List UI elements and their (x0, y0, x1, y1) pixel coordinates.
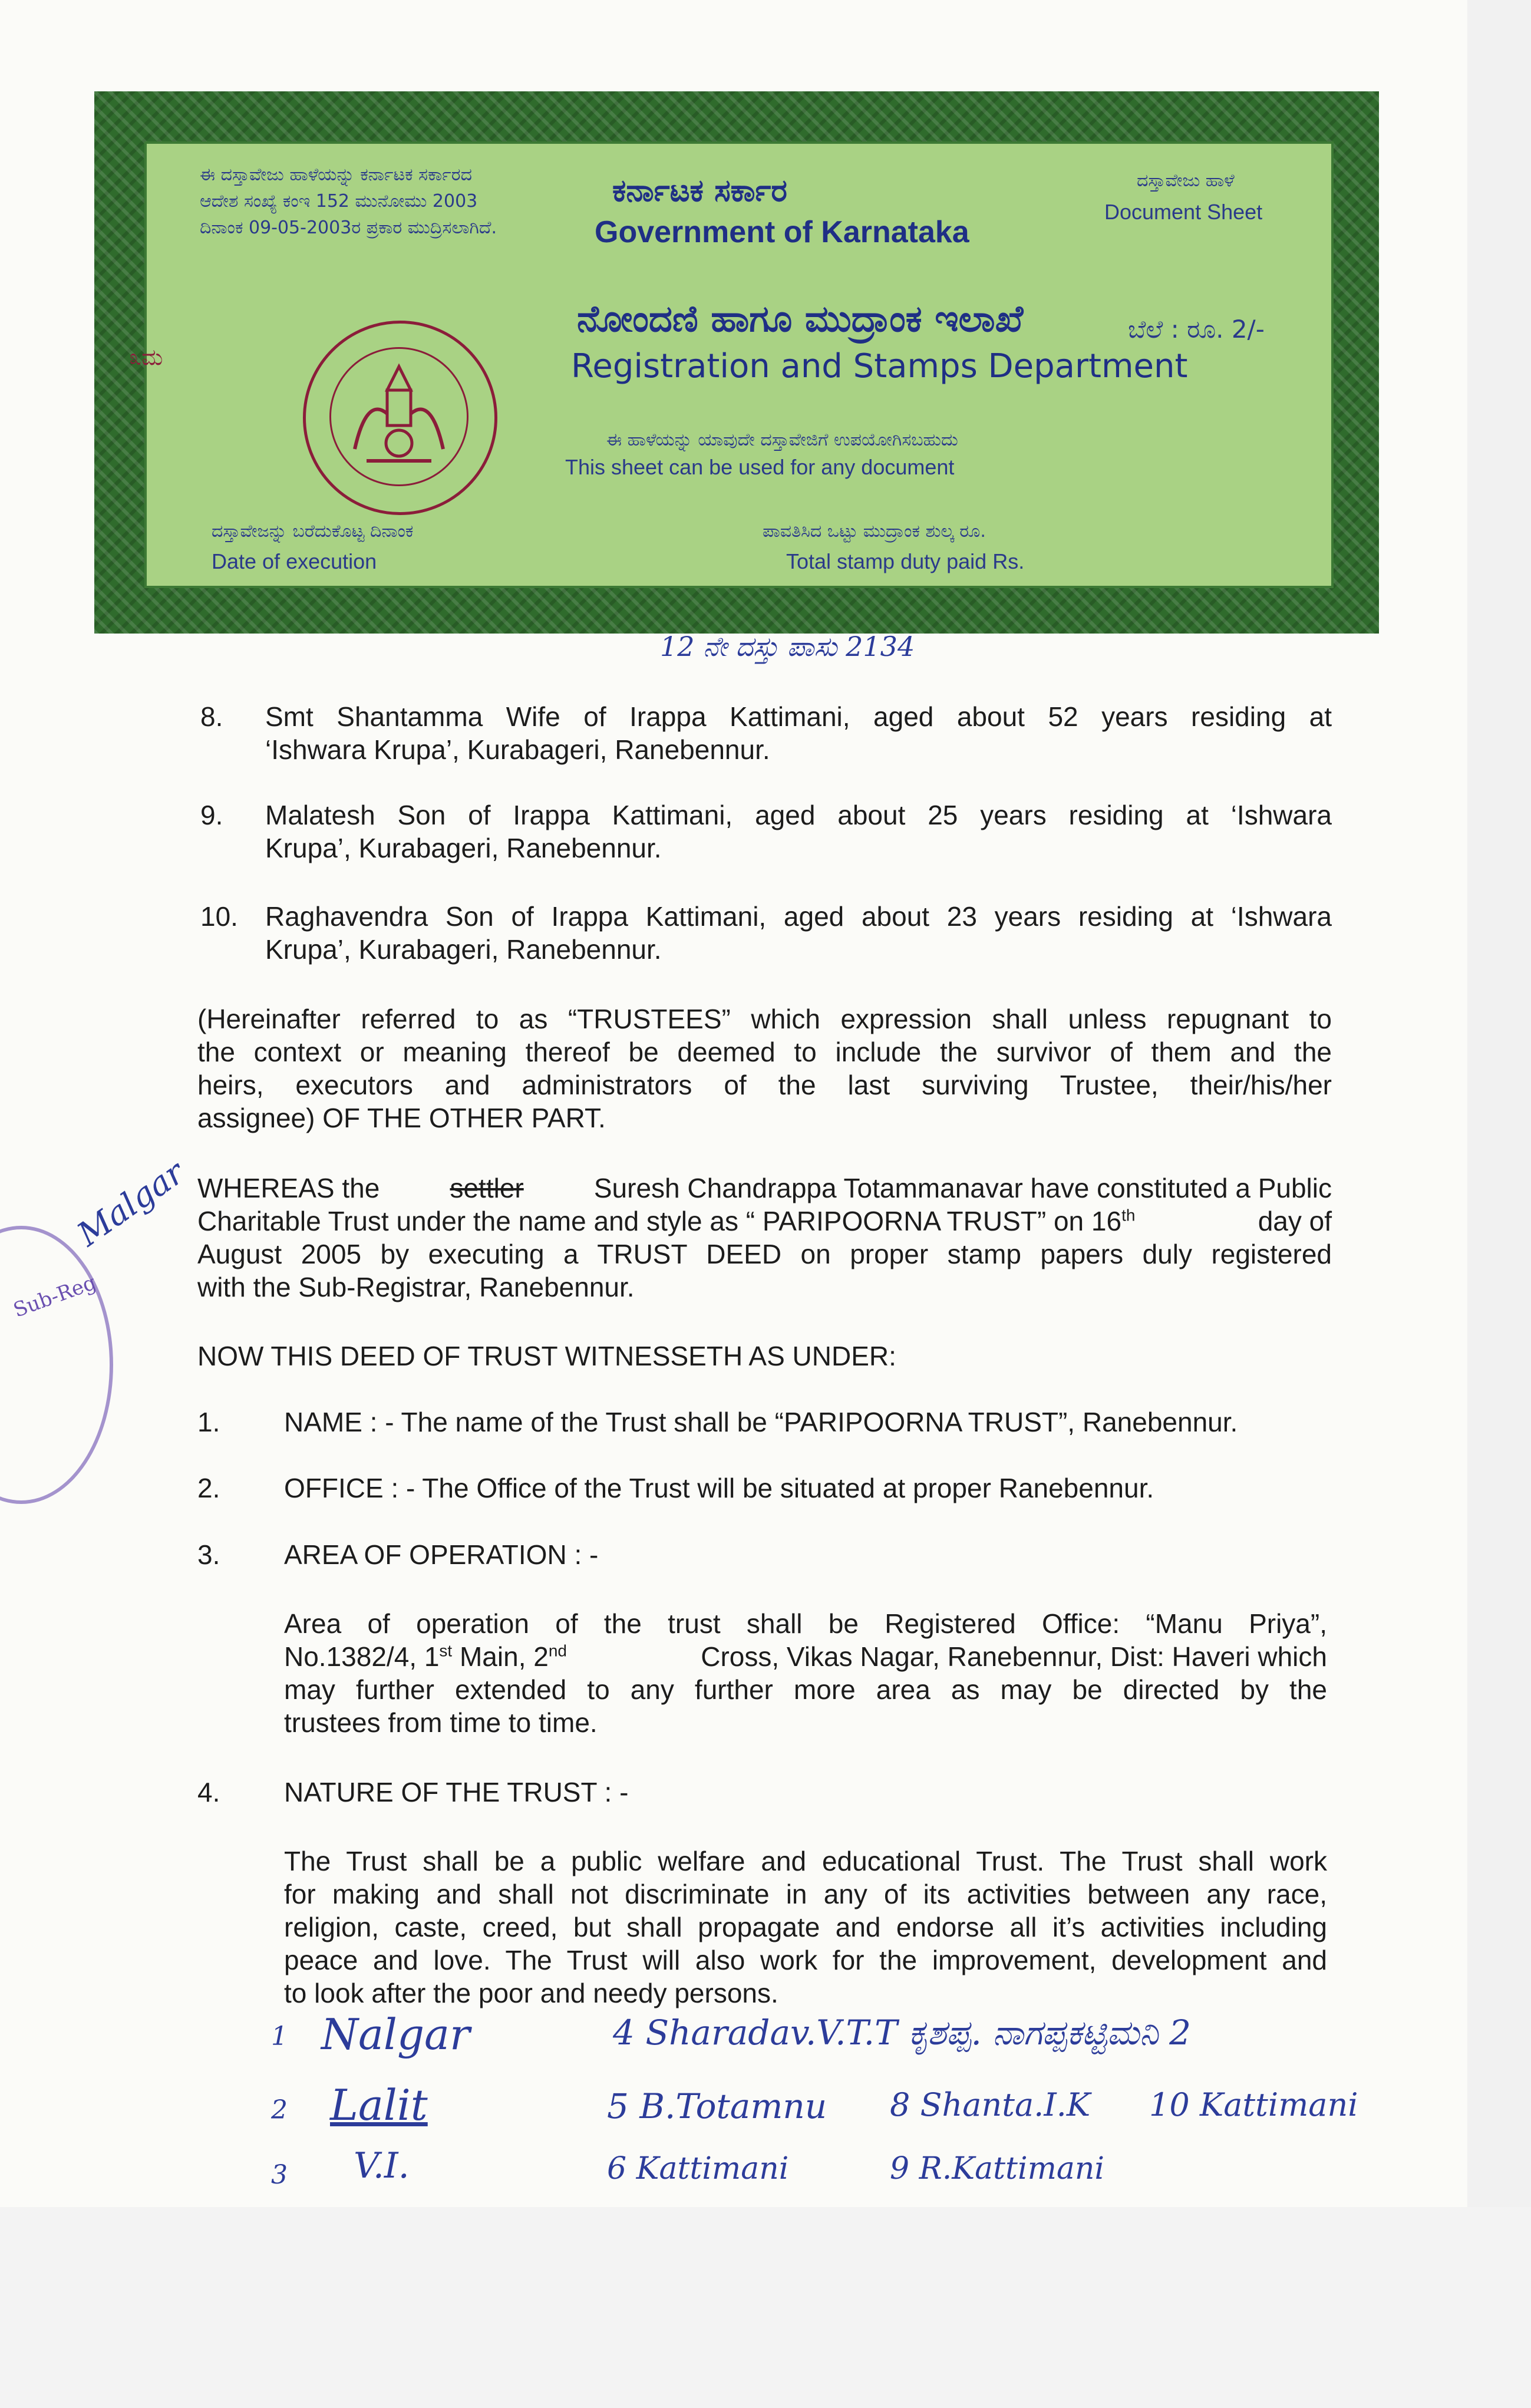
signature-5: 5 B.Totamnu (607, 2086, 827, 2126)
trustee-number: 10. (200, 901, 238, 932)
whereas-line4: with the Sub-Registrar, Ranebennur. (197, 1272, 635, 1302)
signature-8: 8 Shanta.I.K (890, 2086, 1091, 2123)
margin-signature: Malgar (70, 1153, 192, 1254)
page-edge (1467, 0, 1531, 2408)
area-address-rest: Cross, Vikas Nagar, Ranebennur, Dist: Haveri which (701, 1641, 1327, 1672)
clause-number: 1. (197, 1407, 220, 1437)
nature-line: The Trust shall be a public welfare and educational Trust. The Trust shall work (284, 1846, 1327, 1876)
department-title: Registration and Stamps Department (571, 347, 1188, 385)
signature-6: 6 Kattimani (607, 2151, 789, 2186)
trustee-line: ‘Ishwara Krupa’, Kurabageri, Ranebennur. (265, 734, 770, 765)
registration-note: 12 ನೇ ದಸ್ತು ಪಾಸು 2134 (660, 631, 915, 662)
whereas-line1 (197, 1172, 1332, 1205)
emblem-ring (329, 347, 468, 486)
clause-office: OFFICE : - The Office of the Trust will be situated at proper Ranebennur. (284, 1473, 1154, 1503)
clause-number: 4. (197, 1777, 220, 1807)
hereinafter-line: (Hereinafter referred to as “TRUSTEES” which expression shall unless repugnant to (197, 1004, 1332, 1034)
signature-10: 10 Kattimani (1149, 2086, 1358, 2123)
kn-order-line2: ಆದೇಶ ಸಂಖ್ಯೆ ಕಂಇ 152 ಮುನೋಮು 2003 (200, 191, 478, 212)
kn-stamp-duty: ಪಾವತಿಸಿದ ಒಟ್ಟು ಮುದ್ರಾಂಕ ಶುಲ್ಕ ರೂ. (763, 521, 986, 542)
whereas-line2 (197, 1205, 1332, 1238)
kn-doc-sheet: ದಸ್ತಾವೇಜು ಹಾಳೆ (1137, 170, 1235, 191)
lion-crest-icon (331, 349, 467, 484)
signature-4: 4 Sharadav.V.T.T ಕೃಶಪ್ಪ. ನಾಗಪ್ಪಕಟ್ಟಿಮನಿ 2 (613, 2013, 1192, 2053)
kn-order-line3: ದಿನಾಂಕ 09-05-2003ರ ಪ್ರಕಾರ ಮುದ್ರಿಸಲಾಗಿದೆ. (200, 217, 497, 238)
signature-9: 9 R.Kattimani (890, 2151, 1104, 2186)
side-mark: ೩ಮ (129, 344, 163, 370)
signature-number: 2 (271, 2095, 288, 2125)
area-line: Area of operation of the trust shall be Registered Office: “Manu Priya”, (284, 1608, 1327, 1639)
any-document: This sheet can be used for any document (565, 455, 955, 479)
area-line: trustees from time to time. (284, 1707, 598, 1738)
trustee-line: Malatesh Son of Irappa Kattimani, aged about 25 years residing at ‘Ishwara (265, 800, 1332, 830)
price: ಬೆಲೆ : ರೂ. 2/- (1128, 315, 1265, 344)
trustee-line: Krupa’, Kurabageri, Ranebennur. (265, 833, 662, 863)
clause-number: 2. (197, 1473, 220, 1503)
karnataka-emblem-icon (303, 321, 497, 515)
witnesseth-heading: NOW THIS DEED OF TRUST WITNESSETH AS UNDER: (197, 1341, 896, 1371)
stamp-panel (129, 141, 1334, 588)
whereas-prefix: WHEREAS the (197, 1173, 380, 1203)
clause-area-heading: AREA OF OPERATION : - (284, 1539, 599, 1570)
trustee-line: Raghavendra Son of Irappa Kattimani, aged about 23 years residing at ‘Ishwara (265, 901, 1332, 932)
scan-background (0, 2207, 1531, 2408)
area-address: No.1382/4, 1st Main, 2nd (284, 1641, 567, 1672)
trustee-line: Smt Shantamma Wife of Irappa Kattimani, aged about 52 years residing at (265, 701, 1332, 732)
nature-line: religion, caste, creed, but shall propagate and endorse all it’s activities including (284, 1912, 1327, 1942)
whereas-line2a: Charitable Trust under the name and style as “ PARIPOORNA TRUST” on 16th (197, 1206, 1136, 1236)
kn-any-document: ಈ ಹಾಳೆಯನ್ನು ಯಾವುದೇ ದಸ್ತಾವೇಜಿಗೆ ಉಪಯೋಗಿಸಬಹುದು (606, 430, 958, 450)
struck-word: settler (450, 1173, 524, 1203)
area-line (284, 1640, 1327, 1673)
signature-3: V.I. (354, 2145, 410, 2186)
hereinafter-line: the context or meaning thereof be deemed to include the survivor of them and the (197, 1037, 1332, 1067)
trustee-number: 8. (200, 701, 223, 732)
area-line: may further extended to any further more area as may be directed by the (284, 1674, 1327, 1705)
clause-number: 3. (197, 1539, 220, 1570)
whereas-line3: August 2005 by executing a TRUST DEED on proper stamp papers duly registered (197, 1239, 1332, 1269)
nature-line: peace and love. The Trust will also work for the improvement, development and (284, 1945, 1327, 1975)
trustee-number: 9. (200, 800, 223, 830)
hereinafter-line: assignee) OF THE OTHER PART. (197, 1103, 606, 1133)
trustee-line: Krupa’, Kurabageri, Ranebennur. (265, 934, 662, 965)
whereas-line2b: day of (1258, 1206, 1332, 1236)
doc-sheet: Document Sheet (1104, 200, 1263, 224)
signature-number: 3 (271, 2160, 288, 2190)
nature-line: for making and shall not discriminate in any of its activities between any race, (284, 1879, 1327, 1909)
kn-government-title: ಕರ್ನಾಟಕ ಸರ್ಕಾರ (612, 173, 787, 209)
kn-order-line1: ಈ ದಸ್ತಾವೇಜು ಹಾಳೆಯನ್ನು ಕರ್ನಾಟಕ ಸರ್ಕಾರದ (200, 164, 472, 185)
signature-2: Lalit (330, 2080, 428, 2130)
signature-1: Nalgar (321, 2010, 470, 2059)
whereas-rest: Suresh Chandrappa Totammanavar have constituted a Public (593, 1173, 1332, 1203)
government-title: Government of Karnataka (595, 215, 969, 249)
hereinafter-line: heirs, executors and administrators of the last surviving Trustee, their/his/her (197, 1070, 1332, 1100)
stamp-duty: Total stamp duty paid Rs. (786, 549, 1025, 573)
signature-number: 1 (271, 2021, 288, 2051)
nature-line: to look after the poor and needy persons. (284, 1978, 778, 2008)
kn-department-title: ನೋಂದಣಿ ಹಾಗೂ ಮುದ್ರಾಂಕ ಇಲಾಖೆ (577, 297, 1024, 340)
date-execution: Date of execution (212, 549, 377, 573)
stamp-paper-header (94, 91, 1379, 634)
clause-nature-heading: NATURE OF THE TRUST : - (284, 1777, 629, 1807)
kn-date-execution: ದಸ್ತಾವೇಜನ್ನು ಬರೆದುಕೊಟ್ಟ ದಿನಾಂಕ (212, 521, 414, 542)
seal-text: Sub-Reg (10, 1271, 100, 1322)
clause-name: NAME : - The name of the Trust shall be “PARIPOORNA TRUST”, Ranebennur. (284, 1407, 1238, 1437)
